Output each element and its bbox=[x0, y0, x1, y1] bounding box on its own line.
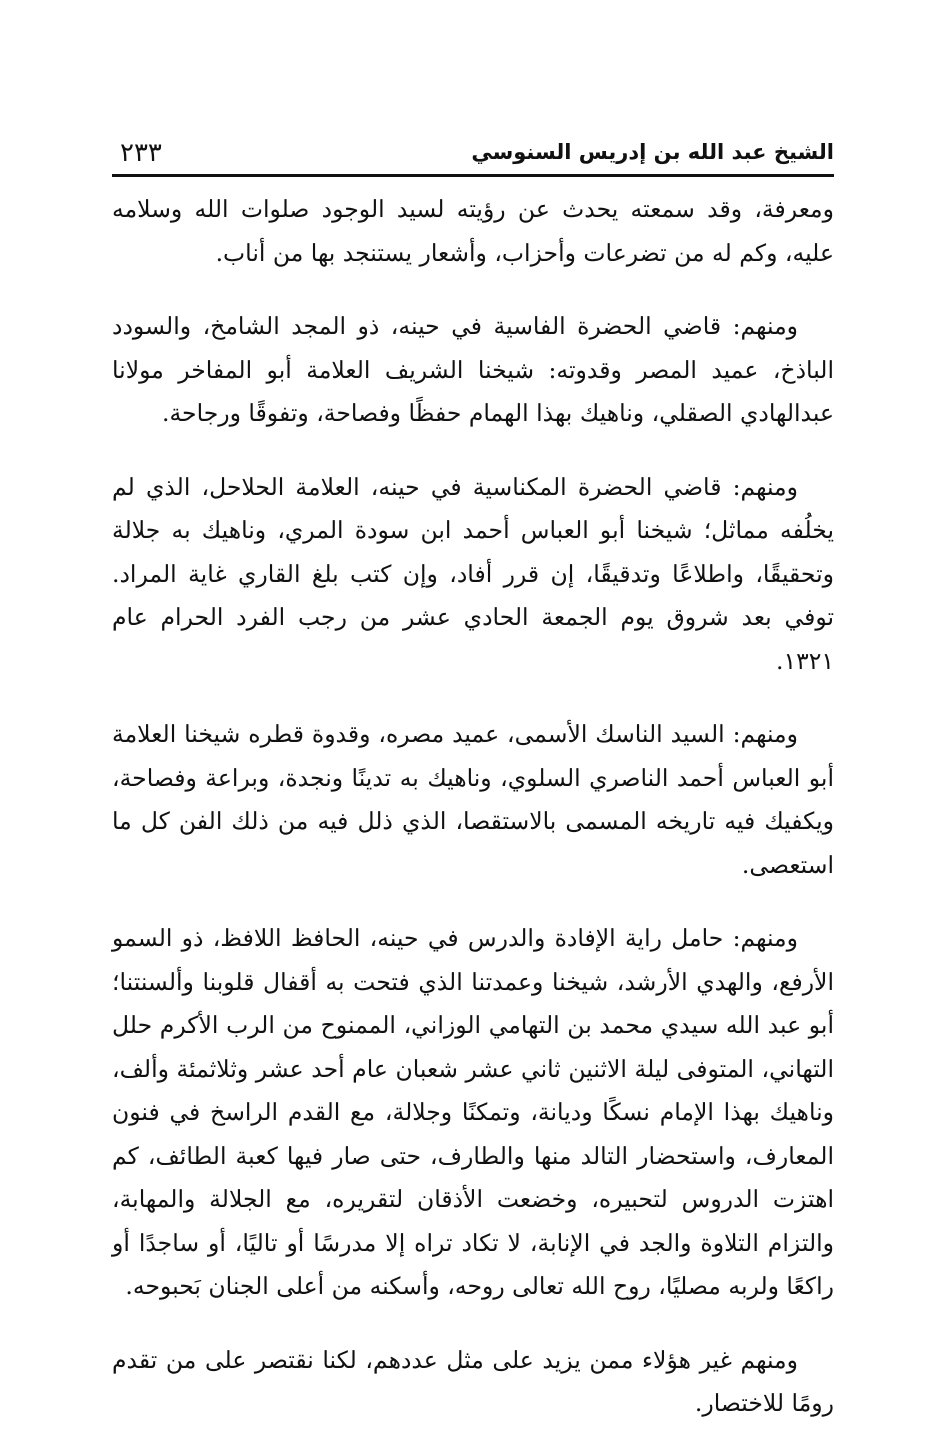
body-text bbox=[112, 188, 834, 1426]
paragraph-nasiri: ومنهم: السيد الناسك الأسمى، عميد مصره، وقدوة قطره شيخنا العلامة أبو العباس أحمد الناصري السلوي، وناهيك به تدينًا ونجدة، وبراعة وفصاحة، ويكفيك فيه تاريخه المسمى بالاستقصا، الذي ذلل فيه من ذلك الفن كل ما استعصى. bbox=[112, 720, 834, 879]
header-title: الشيخ عبد الله بن إدريس السنوسي bbox=[471, 140, 834, 164]
book-page bbox=[112, 130, 834, 1456]
running-header bbox=[112, 130, 834, 176]
paragraph-closing: ومنهم غير هؤلاء ممن يزيد على مثل عددهم، لكنا نقتصر على من تقدم رومًا للاختصار. bbox=[112, 1345, 834, 1417]
page-number: ٢٣٣ bbox=[120, 138, 162, 168]
paragraph-fez-judge: ومنهم: قاضي الحضرة الفاسية في حينه، ذو المجد الشامخ، والسودد الباذخ، عميد المصر وقدوته: شيخنا الشريف العلامة أبو المفاخر مولانا عبدالهادي الصقلي، وناهيك بهذا الهمام حفظًا وفصاحة، وتفوقًا ورجاحة. bbox=[112, 312, 834, 427]
paragraph-continuation: ومعرفة، وقد سمعته يحدث عن رؤيته لسيد الوجود صلوات الله وسلامه عليه، وكم له من تضرعات وأحزاب، وأشعار يستنجد بها من أناب. bbox=[112, 195, 834, 267]
header-divider bbox=[112, 174, 834, 177]
paragraph-meknes-judge: ومنهم: قاضي الحضرة المكناسية في حينه، العلامة الحلاحل، الذي لم يخلُفه مماثل؛ شيخنا أبو العباس أحمد ابن سودة المري، وناهيك به جلالة وتحقيقًا، واطلاعًا وتدقيقًا، إن قرر أفاد، وإن كتب بلغ القاري غاية المراد. توفي بعد شروق يوم الجمعة الحادي عشر من رجب الفرد الحرام عام ١٣٢١. bbox=[112, 472, 834, 675]
paragraph-wazzani: ومنهم: حامل راية الإفادة والدرس في حينه، الحافظ اللافظ، ذو السمو الأرفع، والهدي الأرشد، شيخنا وعمدتنا الذي فتحت به أقفال قلوبنا وألسنتنا؛ أبو عبد الله سيدي محمد بن التهامي الوزاني، الممنوح من الرب الأكرم حلل التهاني، المتوفى ليلة الاثنين ثاني عشر شعبان عام أحد عشر وثلاثمئة وألف، وناهيك بهذا الإمام نسكًا وديانة، وتمكنًا وجلالة، مع القدم الراسخ في فنون المعارف، واستحضار التالد منها والطارف، حتى صار فيها كعبة الطائف، كم اهتزت الدروس لتحبيره، وخضعت الأذقان لتقريره، مع الجلالة والمهابة، والتزام التلاوة والجد في الإنابة، لا تكاد تراه إلا مدرسًا أو تاليًا، أو ساجدًا أو راكعًا ولربه مصليًا، روح الله تعالى روحه، وأسكنه من أعلى الجنان بَحبوحه. bbox=[112, 924, 834, 1300]
